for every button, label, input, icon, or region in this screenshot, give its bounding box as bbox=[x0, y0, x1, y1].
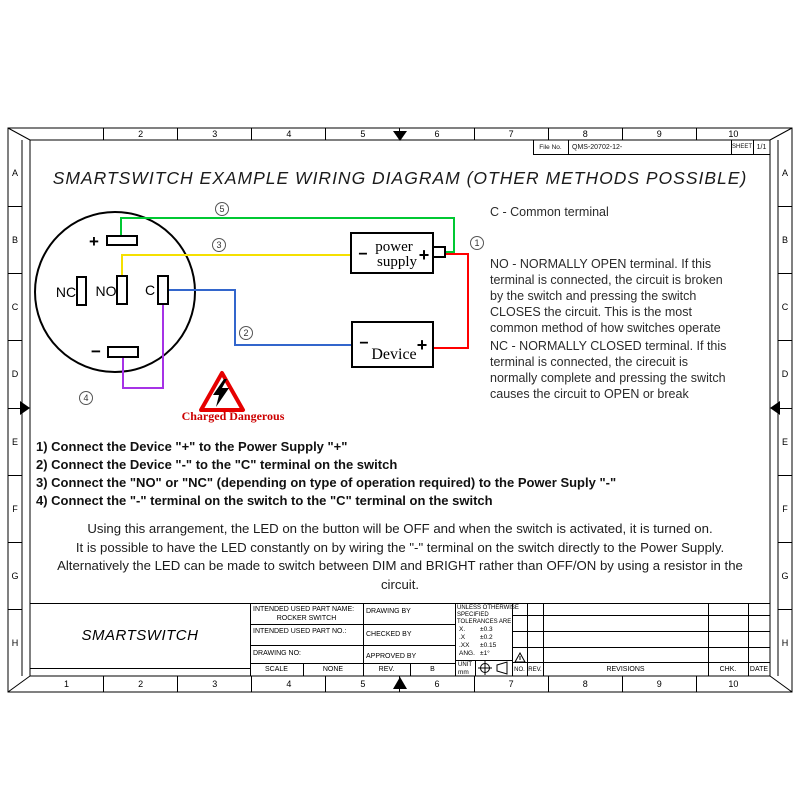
wire-red bbox=[433, 254, 468, 348]
power-supply-label-2: supply bbox=[376, 254, 418, 270]
tolerance-note-line: UNLESS OTHERWISE bbox=[457, 605, 519, 611]
zone-label: 10 bbox=[696, 676, 770, 692]
device-minus: − bbox=[359, 335, 369, 352]
summary-line: circuit. bbox=[380, 576, 420, 592]
zone-label: G bbox=[778, 542, 792, 609]
zone-label: 9 bbox=[622, 128, 696, 140]
instruction-line: 1) Connect the Device "+" to the Power Supply "+" bbox=[36, 439, 348, 454]
power-supply-plus: + bbox=[418, 245, 430, 265]
wire-number-1: 1 bbox=[470, 236, 484, 250]
scale-value: NONE bbox=[322, 666, 344, 673]
small-warning-triangle-icon bbox=[514, 652, 526, 663]
drawing-no-label: DRAWING NO: bbox=[253, 650, 301, 657]
zone-label bbox=[30, 128, 103, 140]
part-name-label: INTENDED USED PART NAME: bbox=[253, 606, 355, 613]
unit-label: UNIT bbox=[458, 662, 472, 668]
wire-number-2: 2 bbox=[239, 326, 253, 340]
note-line: terminal is connected, the circuit is broken bbox=[490, 273, 723, 287]
product-name: SMARTSWITCH bbox=[81, 627, 199, 644]
note-line: CLOSES the circuit. This is the most bbox=[490, 305, 692, 319]
zone-strip-left bbox=[8, 140, 22, 676]
plus-terminal bbox=[107, 236, 137, 245]
zone-label: 5 bbox=[325, 676, 399, 692]
zone-label: 3 bbox=[177, 676, 251, 692]
zone-label: 7 bbox=[474, 128, 548, 140]
sheet-count-value: 1/1 bbox=[756, 143, 767, 151]
nc-terminal-label: NC bbox=[55, 284, 77, 300]
zone-label: E bbox=[778, 408, 792, 475]
instruction-line: 2) Connect the Device "-" to the "C" terminal on the switch bbox=[36, 457, 398, 472]
summary-line: It is possible to have the LED constantly on by wiring the "-" terminal on the switch directly to the Power Supply. bbox=[75, 539, 725, 555]
zone-label: 8 bbox=[548, 128, 622, 140]
revisions-col-chk: CHK. bbox=[719, 666, 737, 673]
note-line: NO - NORMALLY OPEN terminal. If this bbox=[490, 257, 712, 271]
c-terminal bbox=[158, 276, 168, 304]
instruction-line: 4) Connect the "-" terminal on the switch to the "C" terminal on the switch bbox=[36, 493, 493, 508]
zone-label: A bbox=[11, 168, 18, 179]
note-normally-closed bbox=[490, 338, 726, 402]
note-line: common method of how switches operate bbox=[490, 321, 721, 335]
file-no-label: File No. bbox=[539, 143, 562, 151]
note-line: terminal is connected, the cirecuit is bbox=[490, 355, 689, 369]
part-no-label: INTENDED USED PART NO.: bbox=[253, 628, 347, 635]
rev-value: B bbox=[430, 666, 435, 673]
zone-label: 4 bbox=[251, 128, 325, 140]
zone-label: 2 bbox=[103, 128, 177, 140]
zone-label: D bbox=[8, 340, 22, 407]
nc-terminal bbox=[77, 277, 86, 305]
wire-number-4: 4 bbox=[79, 391, 93, 405]
revisions-col-rev: REV. bbox=[528, 666, 542, 673]
power-supply-minus: − bbox=[358, 246, 368, 263]
note-line: by the switch and pressing the switch bbox=[490, 289, 697, 303]
zone-label: F bbox=[778, 475, 792, 542]
drawing-by-label: DRAWING BY bbox=[366, 608, 411, 615]
drawing-title: SMARTSWITCH EXAMPLE WIRING DIAGRAM (OTHER METHODS POSSIBLE) bbox=[52, 168, 748, 188]
zone-label: 5 bbox=[325, 128, 399, 140]
zone-label: B bbox=[778, 206, 792, 273]
zone-strip-right bbox=[778, 140, 792, 676]
zone-label: A bbox=[781, 168, 788, 179]
scale-label: SCALE bbox=[265, 666, 288, 673]
zone-label: 7 bbox=[474, 676, 548, 692]
zone-label: 2 bbox=[103, 676, 177, 692]
revisions-col-date: DATE bbox=[749, 666, 769, 673]
file-no-value: QMS-20702-12- bbox=[572, 143, 623, 151]
zone-label: 8 bbox=[548, 676, 622, 692]
device-label: Device bbox=[371, 346, 417, 363]
plus-terminal-label: + bbox=[89, 232, 99, 251]
summary-line: Using this arrangement, the LED on the button will be OFF and when the switch is activated, it is turned on. bbox=[87, 521, 713, 536]
zone-strip-top bbox=[30, 128, 770, 140]
summary-line: Alternatively the LED can be made to switch between DIM and BRIGHT rather than OFF/ON by using a resistor in the bbox=[57, 558, 743, 573]
c-terminal-label: C bbox=[144, 282, 156, 298]
wire-number-5: 5 bbox=[215, 202, 229, 216]
no-terminal-label: NO bbox=[95, 283, 117, 299]
note-normally-open bbox=[490, 256, 723, 336]
zone-label: 3 bbox=[177, 128, 251, 140]
revisions-col-revisions: REVISIONS bbox=[606, 666, 645, 673]
zone-label: 6 bbox=[399, 676, 473, 692]
part-name-value: ROCKER SWITCH bbox=[276, 614, 337, 622]
zone-label: 4 bbox=[251, 676, 325, 692]
wiring-diagram bbox=[30, 195, 500, 420]
note-line: causes the circuit to OPEN or break bbox=[490, 387, 689, 401]
zone-label: C bbox=[8, 273, 22, 340]
zone-label: H bbox=[8, 609, 22, 676]
power-supply-label-1: power bbox=[375, 239, 413, 255]
zone-label: B bbox=[8, 206, 22, 273]
revisions-col-no: NO. bbox=[514, 666, 525, 673]
tolerance-note-line: TOLERANCES ARE bbox=[457, 619, 512, 625]
tolerance-note-line: SPECIFIED bbox=[457, 612, 489, 618]
wire-number-3: 3 bbox=[212, 238, 226, 252]
sheet-count-label: SHEET bbox=[731, 144, 752, 150]
warning-caption: Charged Dangerous bbox=[181, 409, 285, 423]
zone-label: D bbox=[778, 340, 792, 407]
zone-label: F bbox=[8, 475, 22, 542]
power-supply-connector bbox=[433, 247, 445, 257]
projection-symbol-icon bbox=[477, 660, 511, 676]
led-summary bbox=[30, 520, 770, 594]
zone-label: C bbox=[778, 273, 792, 340]
unit-value: mm bbox=[458, 669, 469, 676]
drawing-sheet: 2 3 4 5 6 7 8 9 10 1 2 3 4 5 6 7 8 9 10 A B C D E F G H A B C D E F G H File No. QMS-20702-12- SHEET 1/1 SMARTSWITCH EXAMPLE WIRING DIAGRAM (OTHER METHODS POSSIBLE) + − NC NO C − power supply + − Device + 1 2 3 4 5 Charged Dangerous C - Common terminal NO - NORMALLY OPEN terminal. If this terminal is connected, the circuit is broken by the switch and pressing the switch CLOSES the circuit. This is the most common method of how switches operate NC - NORMALLY CLOSED terminal. If this terminal is connected, the cirecuit is normally complete and pressing the switch causes the circuit to OPEN or break 1) Connect the Device "+" to the Power Supply "+" 2) Connect the Device "-" to the "C" terminal on the switch 3) Connect the "NO" or "NC" (depending on type of operation required) to the Power Suply "-" 4) Connect the "-" terminal on the switch to the "C" terminal on the switch Using this arrangement, the LED on the button will be OFF and when the switch is activated, it is turned on. It is possible to have the LED constantly on by wiring the "-" terminal on the switch directly to the Power Supply. Alternatively the LED can be made to switch between DIM and BRIGHT rather than OFF/ON by using a resistor in the circuit. SMARTSWITCH INTENDED USED PART NAME: ROCKER SWITCH DRAWING BY INTENDED USED PART NO.: CHECKED BY DRAWING NO: APPROVED BY SCALE NONE REV. B UNLESS OTHERWISE SPECIFIED TOLERANCES ARE X. ±0.3 .X ±0.2 .XX ±0.15 ANG. ±1° UNIT mm NO. REV. REVISIONS CHK. DATE bbox=[0, 0, 800, 800]
minus-terminal-label: − bbox=[91, 342, 101, 361]
zone-label: 6 bbox=[399, 128, 473, 140]
zone-label: G bbox=[8, 542, 22, 609]
checked-by-label: CHECKED BY bbox=[366, 631, 412, 638]
no-terminal bbox=[117, 276, 127, 304]
approved-by-label: APPROVED BY bbox=[366, 653, 417, 660]
wiring-instructions bbox=[36, 438, 616, 510]
zone-label: E bbox=[8, 408, 22, 475]
rev-label: REV. bbox=[378, 666, 395, 673]
note-common-terminal: C - Common terminal bbox=[490, 205, 609, 219]
tolerance-note bbox=[457, 605, 519, 626]
instruction-line: 3) Connect the "NO" or "NC" (depending on type of operation required) to the Power Suply "-" bbox=[36, 475, 617, 490]
note-line: normally complete and pressing the switch bbox=[490, 371, 726, 385]
high-voltage-warning-icon bbox=[198, 370, 246, 414]
zone-label: 9 bbox=[622, 676, 696, 692]
zone-label: 10 bbox=[696, 128, 770, 140]
device-plus: + bbox=[416, 335, 428, 355]
minus-terminal bbox=[108, 347, 138, 357]
zone-label: 1 bbox=[64, 679, 70, 689]
zone-strip-bottom bbox=[30, 676, 770, 692]
note-line: NC - NORMALLY CLOSED terminal. If this bbox=[490, 339, 727, 353]
zone-label: H bbox=[778, 609, 792, 676]
